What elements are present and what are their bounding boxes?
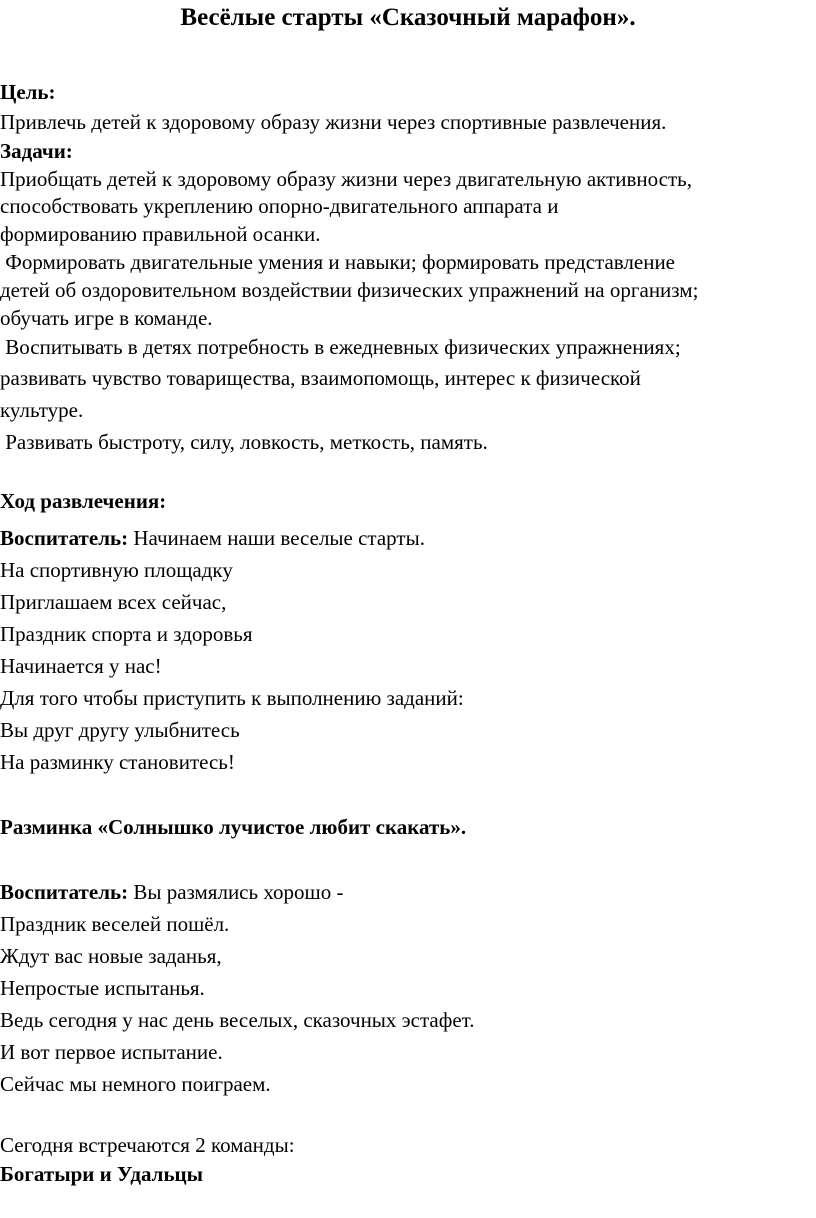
tasks-line: Развивать быстроту, силу, ловкость, меткость, память. — [0, 430, 488, 454]
speaker-text: Начинаем наши веселые старты. — [128, 526, 425, 550]
verse-line: Ведь сегодня у нас день веселых, сказочных эстафет. — [0, 1008, 475, 1032]
goal-text: Привлечь детей к здоровому образу жизни через спортивные развлечения. — [0, 110, 667, 134]
tasks-line: Формировать двигательные умения и навыки; формировать представление — [0, 250, 676, 274]
verse-line: Приглашаем всех сейчас, — [0, 590, 227, 614]
goal-heading: Цель: — [0, 80, 56, 104]
speaker-text: Вы размялись хорошо - — [128, 880, 344, 904]
tasks-line: обучать игре в команде. — [0, 306, 213, 330]
verse-line: Начинается у нас! — [0, 654, 162, 678]
verse-line: Праздник веселей пошёл. — [0, 912, 230, 936]
teams-names: Богатыри и Удальцы — [0, 1162, 204, 1186]
tasks-heading: Задачи: — [0, 139, 73, 163]
speaker-label: Воспитатель: — [0, 880, 129, 904]
course-first-line — [0, 526, 425, 550]
teams-intro: Сегодня встречаются 2 команды: — [0, 1133, 295, 1157]
verse-line: Вы друг другу улыбнитесь — [0, 718, 240, 742]
speaker-label: Воспитатель: — [0, 526, 129, 550]
tasks-line: Воспитывать в детях потребность в ежедневных физических упражнениях; — [0, 335, 681, 359]
verse-line: На спортивную площадку — [0, 558, 233, 582]
tasks-line: детей об оздоровительном воздействии физических упражнений на организм; — [0, 278, 699, 302]
tasks-line: способствовать укреплению опорно-двигательного аппарата и — [0, 194, 559, 218]
tasks-line: культуре. — [0, 398, 84, 422]
verse-line: Для того чтобы приступить к выполнению заданий: — [0, 686, 464, 710]
second-first-line — [0, 880, 343, 904]
page-title: Весёлые старты «Сказочный марафон». — [180, 4, 636, 31]
verse-line: Сейчас мы немного поиграем. — [0, 1072, 271, 1096]
tasks-line: развивать чувство товарищества, взаимопомощь, интерес к физической — [0, 366, 641, 390]
verse-line: Непростые испытанья. — [0, 976, 205, 1000]
verse-line: Ждут вас новые заданья, — [0, 944, 222, 968]
warmup-heading: Разминка «Солнышко лучистое любит скакать». — [0, 815, 467, 839]
verse-line: И вот первое испытание. — [0, 1040, 223, 1064]
course-heading: Ход развлечения: — [0, 489, 167, 513]
verse-line: На разминку становитесь! — [0, 750, 235, 774]
verse-line: Праздник спорта и здоровья — [0, 622, 253, 646]
tasks-line: Приобщать детей к здоровому образу жизни через двигательную активность, — [0, 167, 693, 191]
tasks-line: формированию правильной осанки. — [0, 222, 321, 246]
